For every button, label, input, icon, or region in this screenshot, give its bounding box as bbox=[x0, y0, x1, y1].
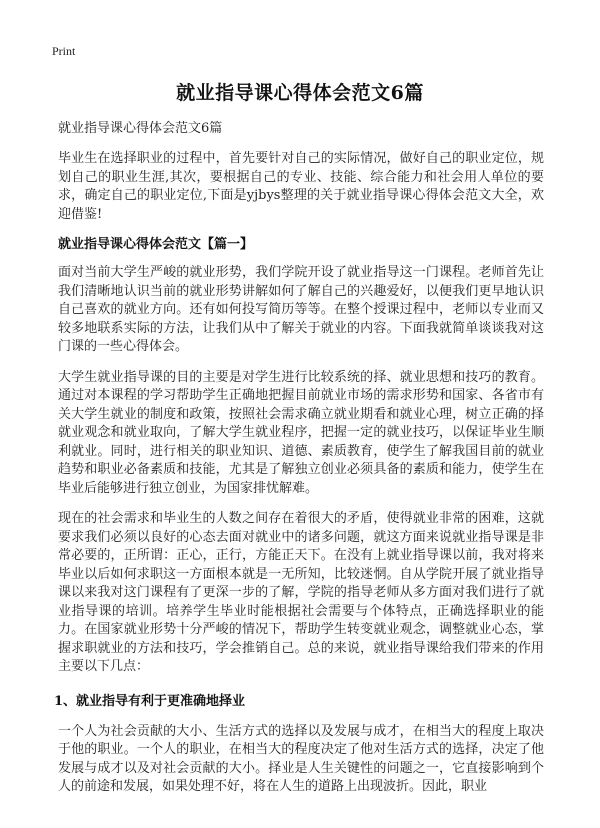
body-paragraph: 现在的社会需求和毕业生的人数之间存在着很大的矛盾，使得就业非常的困难，这就要求我们必须以良好的心态去面对就业中的诸多问题，就这方面来说就业指导课是非常必要的，正所谓：正心，正行，方能正天下。在没有上就业指导课以前，我对将来毕业以后如何求职这一方面根本就是一无所知，比较迷惘。自从学院开展了就业指导课以来我对这门课程有了更深一步的了解，学院的指导老师从多方面对我们进行了就业指导课的培训。培养学生毕业时能根据社会需要与个体特点，正确选择职业的能力。在国家就业形势十分严峻的情况下，帮助学生转变就业观念，调整就业心态，掌握求职就业的方法和技巧，学会推销自己。总的来说，就业指导课给我们带来的作用主要以下几点： bbox=[58, 511, 544, 674]
section-heading: 就业指导课心得体会范文【篇一】 bbox=[58, 237, 254, 252]
document-body bbox=[54, 120, 544, 809]
intro-paragraph: 毕业生在选择职业的过程中，首先要针对自己的实际情况，做好自己的职业定位，规划自己的职业生涯,其次，要根据自己的专业、技能、综合能力和社会用人单位的要求，确定自己的职业定位,下面是yjbys整理的关于就业指导课心得体会范文大全，欢迎借鉴! bbox=[58, 151, 544, 222]
print-link[interactable]: Print bbox=[52, 44, 76, 58]
page-title: 就业指导课心得体会范文6篇 bbox=[176, 82, 424, 104]
body-paragraph: 面对当前大学生严峻的就业形势，我们学院开设了就业指导这一门课程。老师首先让我们清晰地认识当前的就业形势讲解如何了解自己的兴趣爱好，以便我们更早地认识自己喜欢的就业方向。还有如何投写简历等等。在整个授课过程中，老师以专业而又较多地联系实际的方法，让我们从中了解关于就业的内容。下面我就简单谈谈我对这门课的一些心得体会。 bbox=[58, 265, 544, 354]
body-paragraph: 大学生就业指导课的目的主要是对学生进行比较系统的择、就业思想和技巧的教育。通过对本课程的学习帮助学生正确地把握目前就业市场的需求形势和国家、各省市有关大学生就业的制度和政策，按照社会需求确立就业期看和就业心理，树立正确的择就业观念和就业取向，了解大学生就业程序，把握一定的就业技巧，以保证毕业生顺利就业。同时，进行相关的职业知识、道德、素质教育，使学生了解我国目前的就业趋势和职业必备素质和技能，尤其是了解独立创业必须具备的素质和能力，使学生在毕业后能够进行独立创业，为国家排忧解难。 bbox=[58, 369, 544, 496]
document-subtitle: 就业指导课心得体会范文6篇 bbox=[58, 121, 223, 136]
body-paragraph: 一个人为社会贡献的大小、生活方式的选择以及发展与成才，在相当大的程度上取决于他的职业。一个人的职业，在相当大的程度决定了他对生活方式的选择，决定了他发展与成才以及对社会贡献的大小。择业是人生关键性的问题之一，它直接影响到个人的前途和发展，如果处理不好，将在人生的道路上出现波折。因此，职业 bbox=[58, 723, 544, 794]
subsection-heading: 1、就业指导有利于更准确地择业 bbox=[54, 693, 246, 709]
